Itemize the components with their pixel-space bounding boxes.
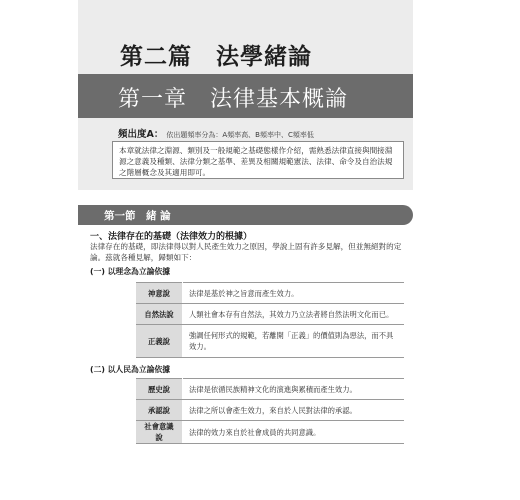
theory-description: 法律是基於神之旨意而產生效力。 [183, 283, 405, 304]
theory-name: 歷史說 [136, 379, 183, 400]
theory-description: 法律的效力來自於社會成員的共同意識。 [183, 421, 405, 444]
theory-description: 法律之所以會產生效力，來自於人民對法律的承認。 [183, 400, 405, 421]
group-title: (二) 以人民為立論依據 [90, 365, 171, 374]
part-title: 第二篇 法學緒論 [120, 44, 312, 70]
chapter-title: 第一章 法律基本概論 [118, 87, 349, 112]
table-row [136, 325, 404, 358]
topic-heading: 一、法律存在的基礎（法律效力的根據） [90, 232, 253, 242]
table-row [136, 283, 404, 304]
theory-name: 自然法說 [136, 304, 183, 325]
theory-name: 正義說 [136, 325, 183, 358]
section-title: 第一節 緒 論 [104, 210, 171, 222]
chapter-intro-box: 本章就法律之淵源、類別及一般規範之基礎態樣作介紹，需熟悉法律直接與間接淵源之意義及種類、法律分類之基準、差異及相關規範憲法、法律、命令及自治法規之階層概念及其適用即可。 [112, 141, 404, 179]
theory-description: 法律是依循民族精神文化的演進與累積而產生效力。 [183, 379, 405, 400]
theory-table-ideas [136, 282, 404, 358]
frequency-label: 頻出度A： [118, 129, 164, 140]
theory-table-people [136, 378, 404, 444]
intro-paragraph: 法律存在的基礎，即法律得以對人民產生效力之原因，學說上固有許多見解，但並無絕對的定論。茲就各種見解，歸類如下： [90, 242, 402, 262]
theory-description: 強調任何形式的規範，若離開「正義」的價值則為惡法，而不具效力。 [183, 325, 405, 358]
table-row [136, 400, 404, 421]
group-title: (一) 以理念為立論依據 [90, 267, 171, 276]
table-row [136, 304, 404, 325]
table-row [136, 421, 404, 444]
table-row [136, 379, 404, 400]
theory-name: 承認說 [136, 400, 183, 421]
theory-name: 神意說 [136, 283, 183, 304]
frequency-line [118, 122, 314, 141]
theory-description: 人類社會本存有自然法，其效力乃立法者將自然法明文化而已。 [183, 304, 405, 325]
theory-name: 社會意識說 [136, 421, 183, 444]
frequency-note: 依出題頻率分為：A頻率高、B頻率中、C頻率低 [166, 131, 314, 139]
